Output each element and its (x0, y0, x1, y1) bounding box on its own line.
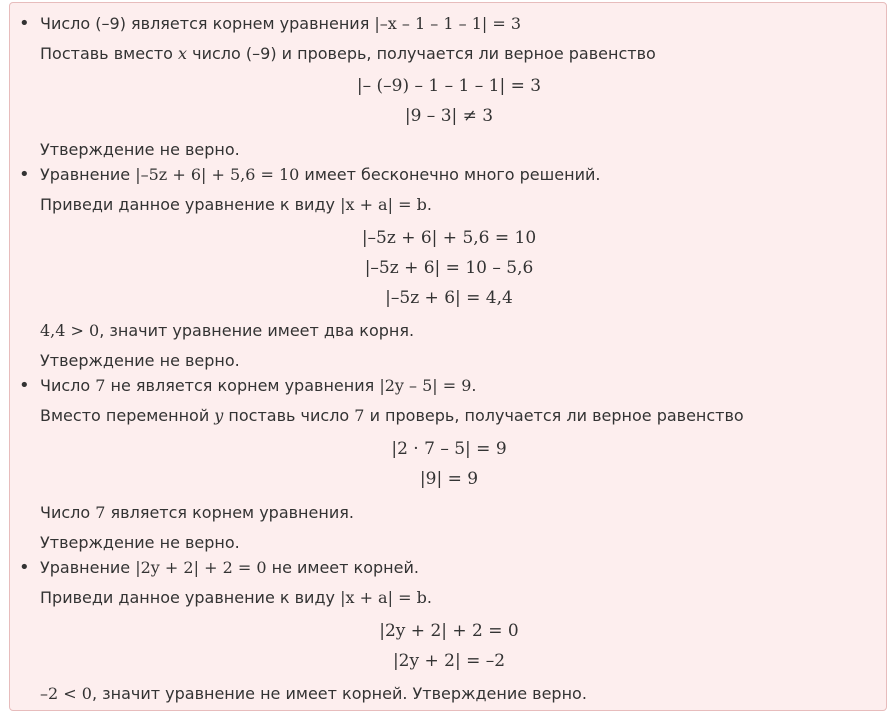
hint-3: Вместо переменной y поставь число 7 и проверь, получается ли верное равенство (40, 406, 744, 425)
step-4-2: |2y + 2| = –2 (392, 651, 506, 671)
statement-1: Число (–9) является корнем уравнения |–x – 1 – 1 – 1| = 3 (40, 14, 522, 33)
step-3-2: |9| = 9 (419, 469, 479, 489)
statement-3: Число 7 не является корнем уравнения |2y – 5| = 9. (40, 376, 477, 395)
bullet: • (19, 375, 30, 396)
step-1-1: |– (–9) – 1 – 1 – 1| = 3 (356, 76, 542, 96)
hint-1: Поставь вместо x число (–9) и проверь, получается ли верное равенство (40, 44, 656, 63)
bullet: • (19, 13, 30, 34)
conclusion-3: Утверждение не верно. (40, 533, 240, 552)
step-2-2: |–5z + 6| = 10 – 5,6 (364, 258, 534, 278)
bullet: • (19, 557, 30, 578)
bullet: • (19, 164, 30, 185)
statement-2: Уравнение |–5z + 6| + 5,6 = 10 имеет бесконечно много решений. (40, 165, 601, 184)
step-2-3: |–5z + 6| = 4,4 (385, 288, 513, 308)
conclusion-2: Утверждение не верно. (40, 351, 240, 370)
note-4: –2 < 0, значит уравнение не имеет корней. Утверждение верно. (40, 684, 587, 703)
note-2: 4,4 > 0, значит уравнение имеет два корня. (40, 321, 415, 340)
solution-card (9, 2, 887, 711)
step-3-1: |2 · 7 – 5| = 9 (391, 439, 507, 459)
note-3: Число 7 является корнем уравнения. (40, 503, 354, 522)
step-1-2: |9 – 3| ≠ 3 (404, 106, 494, 126)
statement-4: Уравнение |2y + 2| + 2 = 0 не имеет корней. (40, 558, 419, 577)
step-2-1: |–5z + 6| + 5,6 = 10 (361, 228, 537, 248)
conclusion-1: Утверждение не верно. (40, 140, 240, 159)
hint-2: Приведи данное уравнение к виду |x + a| = b. (40, 195, 432, 214)
step-4-1: |2y + 2| + 2 = 0 (379, 621, 519, 641)
hint-4: Приведи данное уравнение к виду |x + a| = b. (40, 588, 432, 607)
